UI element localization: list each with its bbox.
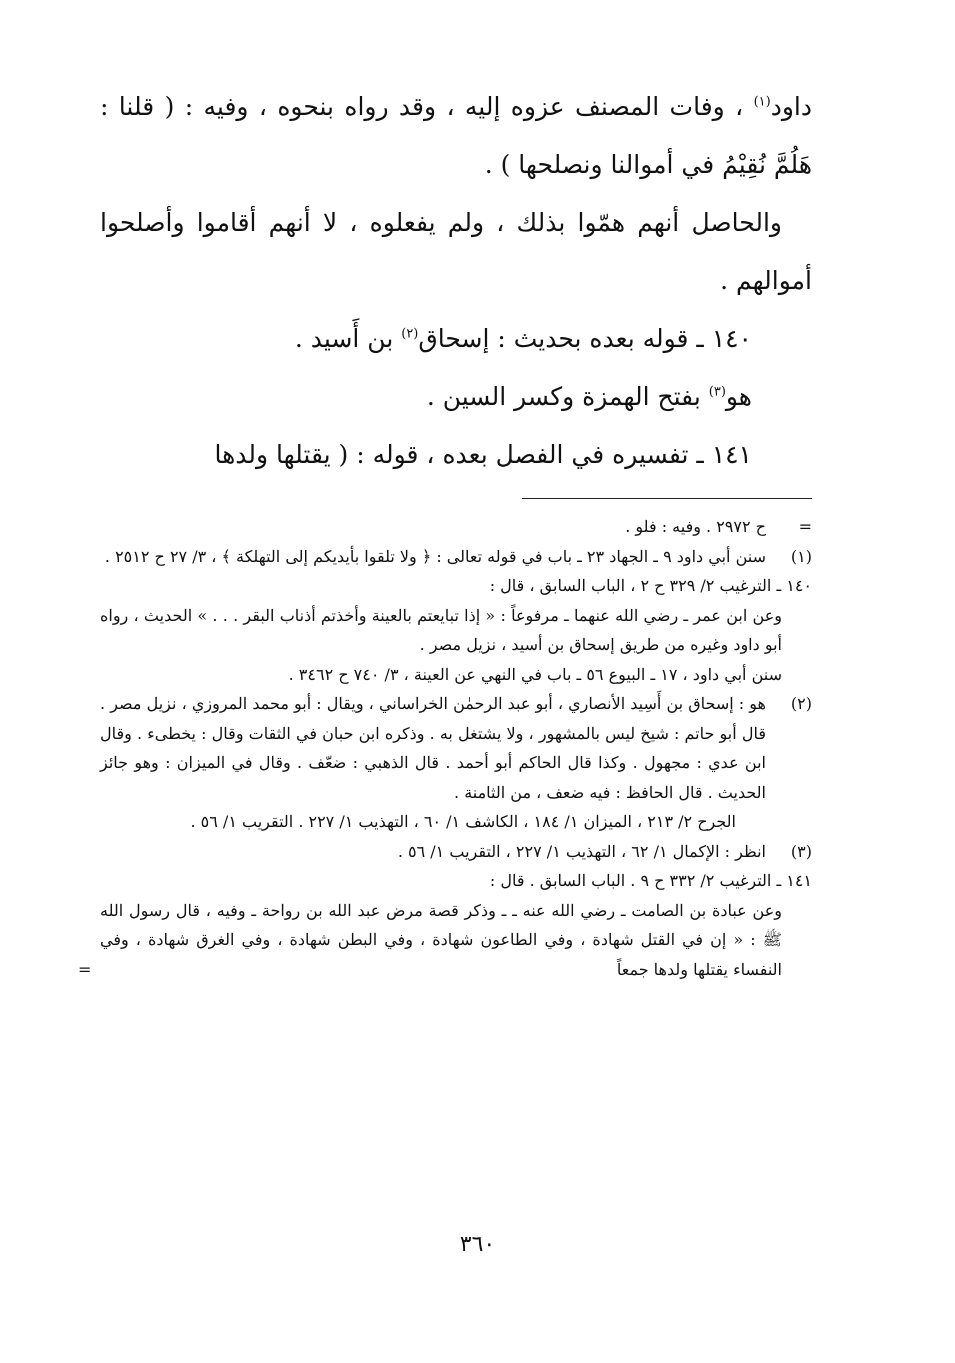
text: انظر : الإكمال ١/ ٦٢ ، التهذيب ١/ ٢٢٧ ، التقريب ١/ ٥٦ . [397, 841, 766, 861]
text: الجرح ٢/ ٢١٣ ، الميزان ١/ ١٨٤ ، الكاشف ١/ ٦٠ ، التهذيب ١/ ٢٢٧ . التقريب ١/ ٥٦ . [190, 812, 736, 831]
text: ، وفات المصنف عزوه إليه ، وقد رواه بنحوه ، وفيه : ( قلنا : هَلُمَّ نُقِيْمُ في أموالنا ونصلحها ) . [100, 92, 812, 179]
main-text [100, 78, 812, 484]
text: بفتح الهمزة وكسر السين . [426, 382, 709, 411]
main-paragraph-3 [100, 310, 812, 368]
note-141-heading: ١٤١ ـ الترغيب ٢/ ٣٣٢ ح ٩ . الباب السابق . قال : [489, 871, 812, 890]
continuation-mark: = [78, 959, 92, 979]
text: هو [725, 382, 752, 411]
text: ١٤١ ـ تفسيره في الفصل بعده ، قوله : ( يقتلها ولدها [214, 440, 752, 469]
footnote-continuation [100, 512, 812, 542]
footnote-3 [100, 837, 812, 867]
note-140-source: سنن أبي داود ، ١٧ ـ البيوع ٥٦ ـ باب في النهي عن العينة ، ٣/ ٧٤٠ ح ٣٤٦٢ . [288, 664, 782, 684]
main-paragraph-4 [100, 368, 812, 426]
text: وعن عبادة بن الصامت ـ رضي الله عنه ـ ـ وذكر قصة مرض عبد الله بن رواحة ـ وفيه ، قال رسول الله ﷺ : « إن في القتل شهادة ، وفي الطاعون شهادة ، وفي البطن شهادة ، وفي الغرق شهادة ، وفي النفساء يقتلها ولدها جمعاً [100, 900, 782, 979]
footnote-ref-3: (٣) [708, 384, 726, 400]
footnote-number: (١) [790, 546, 812, 566]
text: ١٤٠ ـ قوله بعده بحديث : إسحاق [418, 324, 752, 353]
footnote-2 [100, 689, 812, 837]
page-number: ٣٦٠ [459, 1232, 496, 1257]
footnote-2-body [100, 689, 766, 837]
text: هو : إسحاق بن أَسِيد الأنصاري ، أبو عبد الرحمٰن الخراساني ، ويقال : أبو محمد المروزي ، نزيل مصر . قال أبو حاتم : شيخ ليس بالمشهور ، ولا يشتغل به . وذكره ابن حبان في الثقات وقال : يخطىء . وقال ابن عدي : مجهول . وكذا قال الحاكم أبو أحمد . قال الذهبي : ضعّف . وقال في الميزان : وهو جائز الحديث . قال الحافظ : فيه ضعف ، من الثامنة . [100, 694, 766, 802]
footnote-number: (٢) [790, 694, 812, 713]
page-body [78, 78, 812, 984]
footnote-1 [100, 542, 812, 572]
text: بن أَسيد . [294, 324, 402, 353]
footnote-number: (٣) [790, 841, 812, 861]
note-140-quote: وعن ابن عمر ـ رضي الله عنهما ـ مرفوعاً : « إذا تبايعتم بالعينة وأخذتم أذناب البقر . . . » الحديث ، رواه أبو داود وغيره من طريق إسحاق بن أسيد ، نزيل مصر . [100, 605, 782, 654]
text: داود [770, 92, 812, 121]
note-140-heading: ١٤٠ ـ الترغيب ٢/ ٣٢٩ ح ٢ ، الباب السابق ، قال : [489, 576, 812, 595]
main-paragraph-2 [100, 194, 812, 310]
main-paragraph-1 [100, 78, 812, 194]
note-141-quote [78, 896, 812, 985]
footnote-separator [100, 494, 812, 508]
main-paragraph-5 [100, 426, 812, 484]
text: سنن أبي داود ٩ ـ الجهاد ٢٣ ـ باب في قوله تعالى : ﴿ ولا تلقوا بأيديكم إلى التهلكة ﴾ ، ٣/ ٢٧ ح ٢٥١٢ . [104, 546, 766, 566]
footnote-ref-2: (٢) [401, 326, 419, 342]
continuation-mark: = [798, 517, 812, 536]
text: ح ٢٩٧٢ . وفيه : فلو . [625, 517, 766, 536]
text: والحاصل أنهم همّوا بذلك ، ولم يفعلوه ، لا أنهم أقاموا وأصلحوا أموالهم . [100, 208, 812, 295]
footnote-ref-1: (١) [753, 94, 771, 110]
footnotes [78, 512, 812, 984]
